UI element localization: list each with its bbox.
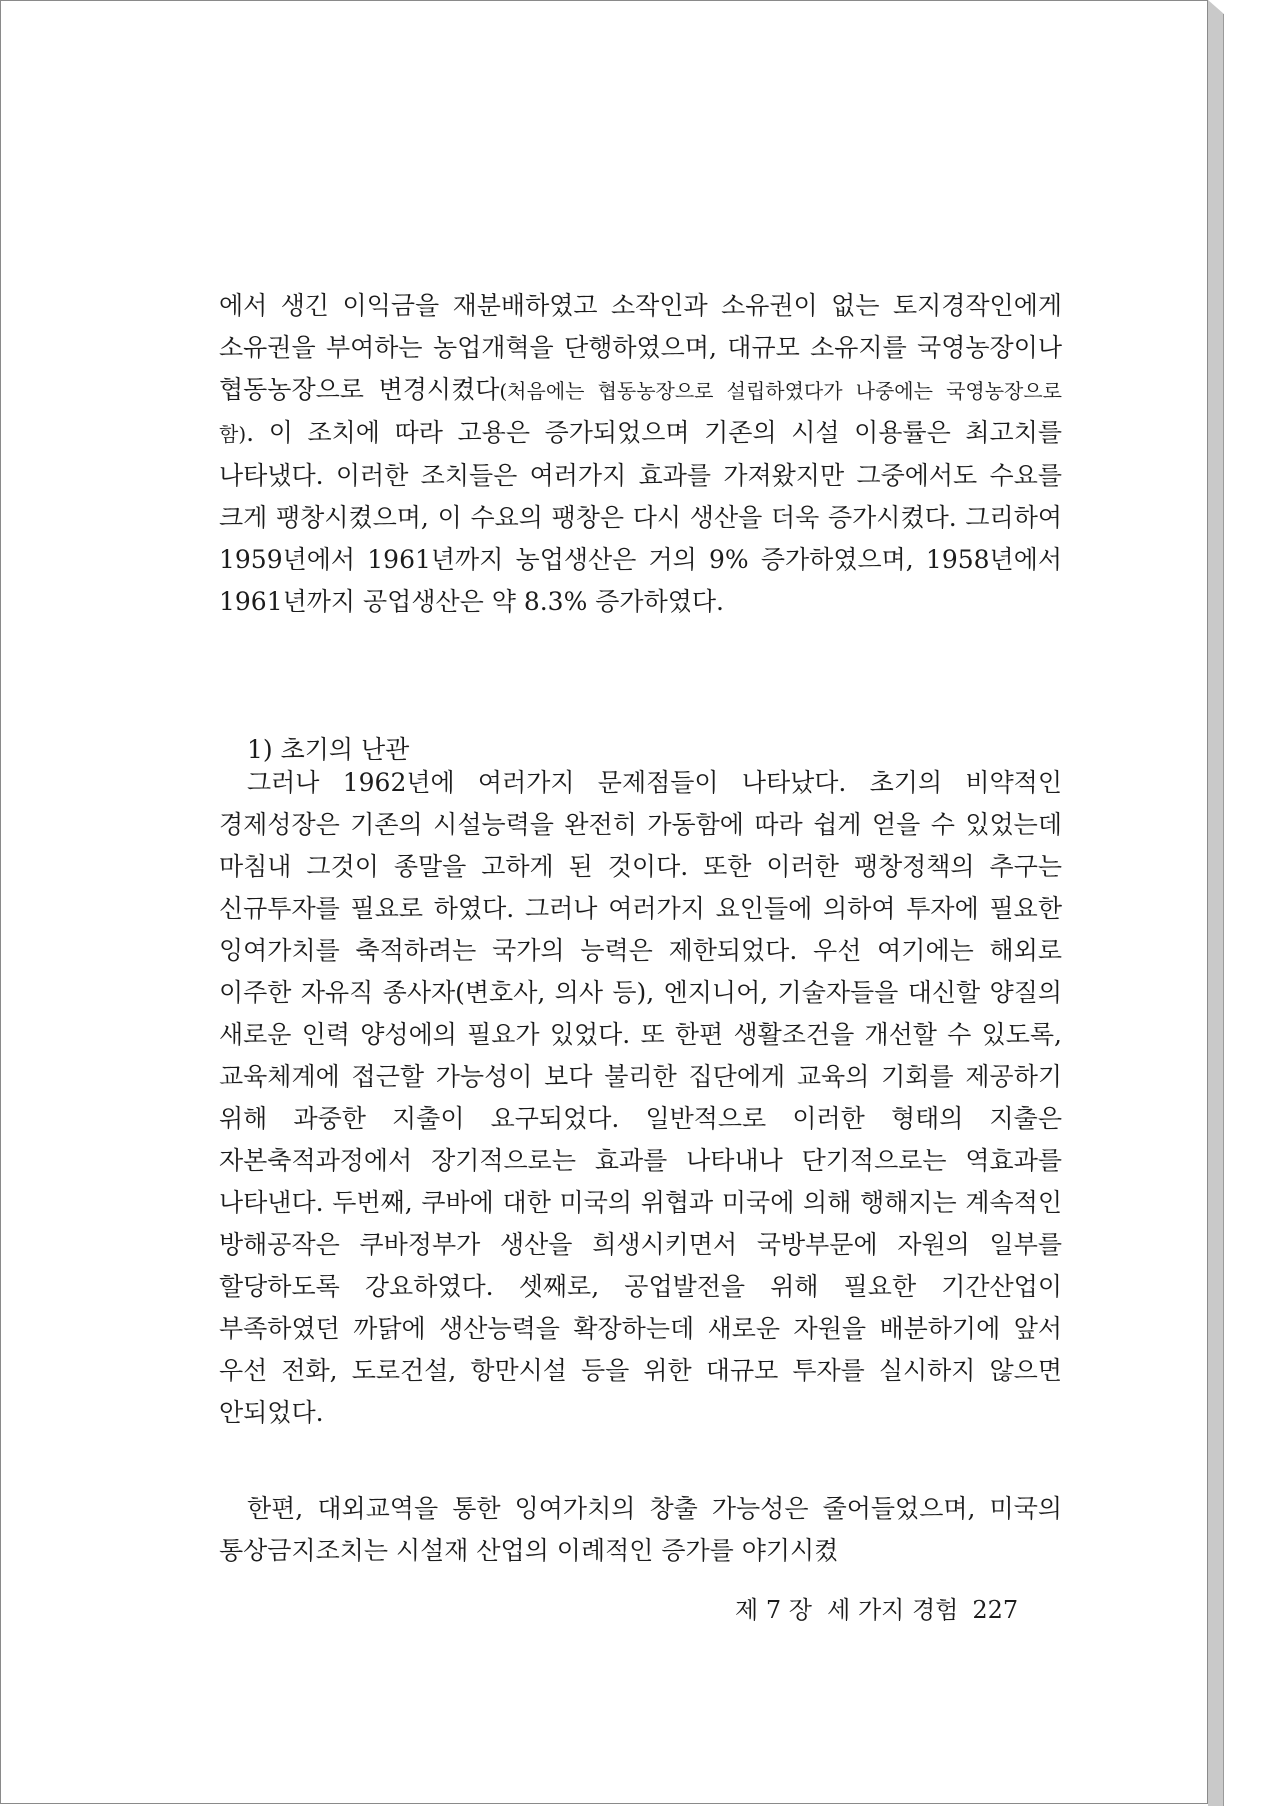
- section-heading: 1) 초기의 난관: [247, 735, 410, 764]
- section-paragraph-2: 한편, 대외교역을 통한 잉여가치의 창출 가능성은 줄어들었으며, 미국의 통상금지조치는 시설재 산업의 이례적인 증가를 야기시켰: [219, 1494, 1062, 1565]
- paragraph-1-text-continued: , 엔지니어, 기술자들을 대신할 양질의 새로운 인력 양성에의 필요가 있었다. 또 한편 생활조건을 개선할 수 있도록, 교육체계에 접근할 가능성이 보다 불리한 집단에게 교육의 기회를 제공하기 위해 과중한 지출이 요구되었다. 일반적으로 이러한 형태의 지출은 자본축적과정에서 장기적으로는 효과를 나타내나 단기적으로는 역효과를 나타낸다. 두번째, 쿠바에 대한 미국의 위협과 미국에 의해 행해지는 계속적인 방해공작은 쿠바정부가 생산을 희생시키면서 국방부문에 자원의 일부를 할당하도록 강요하였다. 셋째로, 공업발전을 위해 필요한 기간산업이 부족하였던 까닭에 생산능력을 확장하는데 새로운 자원을 배분하기에 앞서 우선 전화, 도로건설, 항만시설 등을 위한 대규모 투자를 실시하지 않으면 안되었다.: [219, 978, 1062, 1427]
- page-edge-shadow: [1208, 14, 1224, 1806]
- page-footer: [735, 1590, 1018, 1625]
- chapter-title: 제 7 장 세 가지 경험: [735, 1596, 959, 1624]
- paragraph-1-parenthetical: (변호사, 의사 등): [455, 978, 647, 1007]
- page-number: 227: [972, 1596, 1019, 1624]
- intro-text: 에서 생긴 이익금을 재분배하였고 소작인과 소유권이 없는 토지경작인에게 소유권을 부여하는 농업개혁을 단행하였으며, 대규모 소유지를 국영농장이나 협동농장으로 변경시켰다: [219, 291, 1062, 404]
- paragraph-1-text: 그러나 1962년에 여러가지 문제점들이 나타났다. 초기의 비약적인 경제성장은 기존의 시설능력을 완전히 가동함에 따라 쉽게 얻을 수 있었는데 마침내 그것이 종말을 고하게 된 것이다. 또한 이러한 팽창정책의 추구는 신규투자를 필요로 하였다. 그러나 여러가지 요인들에 의하여 투자에 필요한 잉여가치를 축적하려는 국가의 능력은 제한되었다. 우선 여기에는 해외로 이주한 자유직 종사자: [219, 768, 1062, 1007]
- intro-paragraph: [219, 285, 1062, 623]
- intro-text-continued: . 이 조치에 따라 고용은 증가되었으며 기존의 시설 이용률은 최고치를 나타냈다. 이러한 조치들은 여러가지 효과를 가져왔지만 그중에서도 수요를 크게 팽창시켰으며, 이 수요의 팽창은 다시 생산을 더욱 증가시켰다. 그리하여 1959년에서 1961년까지 농업생산은 거의 9% 증가하였으며, 1958년에서 1961년까지 공업생산은 약 8.3% 증가하였다.: [219, 418, 1062, 616]
- section-paragraph-1: [219, 762, 1062, 1434]
- intro-parenthetical: (처음에는 협동농장으로 설립하였다가 나중에는 국영농장으로 함): [219, 379, 1062, 446]
- page-edge-corner: [1208, 0, 1224, 14]
